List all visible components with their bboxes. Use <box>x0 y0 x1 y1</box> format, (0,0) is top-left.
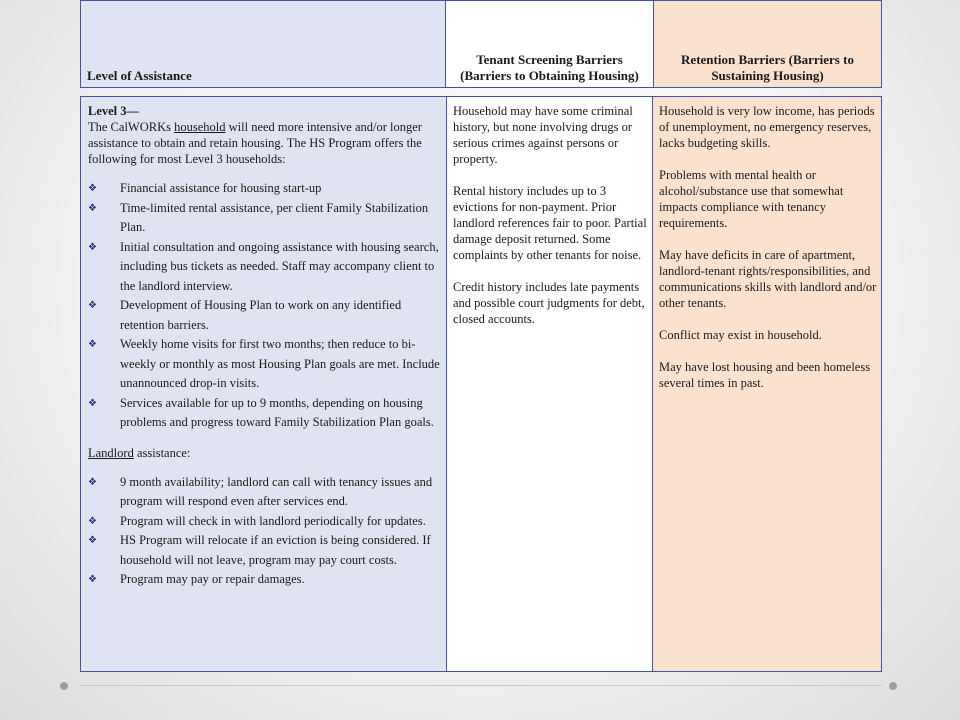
retention-paragraph: May have lost housing and been homeless several times in past. <box>659 360 871 390</box>
header-cell-screening <box>446 1 654 87</box>
landlord-underlined-word: Landlord <box>88 445 134 460</box>
list-item-text: Program will check in with landlord periodically for updates. <box>120 513 426 528</box>
header-retention-label: Retention Barriers (Barriers to Sustaining Housing) <box>681 52 854 83</box>
list-item <box>88 335 442 394</box>
retention-paragraph: May have deficits in care of apartment, landlord-tenant rights/responsibilities, and communications skills with landlord and/or other tenants. <box>659 248 877 310</box>
list-item-text: Time-limited rental assistance, per client Family Stabilization Plan. <box>120 200 429 234</box>
diamond-bullet-icon: ❖ <box>88 574 97 585</box>
list-item-text: 9 month availability; landlord can call with tenancy issues and program will respond even after services end. <box>120 474 433 508</box>
list-item-text: Initial consultation and ongoing assistance with housing search, including bus tickets as needed. Staff may accompany client to the landlord interview. <box>120 239 439 293</box>
list-item <box>88 531 442 570</box>
intro-text-post: will need more intensive and/or longer assistance to obtain and retain housing. The HS Program offers the following for most Level 3 households: <box>88 120 422 166</box>
diamond-bullet-icon: ❖ <box>88 202 97 214</box>
screening-barriers-cell <box>447 97 653 671</box>
screening-paragraph: Credit history includes late payments and possible court judgments for debt, closed accounts. <box>453 280 645 326</box>
diamond-bullet-icon: ❖ <box>88 339 97 350</box>
level-title: Level 3— <box>88 104 140 118</box>
landlord-heading-rest: assistance: <box>133 445 191 460</box>
list-item-text: Weekly home visits for first two months; then reduce to bi-weekly or monthly as most Housing Plan goals are met. Include unannounced drop-in visits. <box>120 337 440 390</box>
list-item <box>88 199 442 238</box>
header-cell-retention <box>654 1 881 87</box>
screening-paragraph: Household may have some criminal history, but none involving drugs or serious crimes against persons or property. <box>453 104 633 166</box>
list-item <box>88 296 442 335</box>
screening-paragraph: Rental history includes up to 3 evictions for non-payment. Prior landlord references fair to poor. Partial damage deposit returned. Some complaints by other tenants for noise. <box>453 184 647 262</box>
left-dot-icon <box>60 682 68 690</box>
header-table <box>80 0 882 88</box>
right-dot-icon <box>889 682 897 690</box>
diamond-bullet-icon: ❖ <box>88 515 97 527</box>
level-intro <box>88 119 442 167</box>
list-item <box>88 394 442 433</box>
header-level-label: Level of Assistance <box>87 68 192 83</box>
services-list <box>88 179 442 433</box>
retention-paragraph: Conflict may exist in household. <box>659 328 822 342</box>
header-screening-label: Tenant Screening Barriers (Barriers to Obtaining Housing) <box>460 52 639 83</box>
intro-text-pre: The CalWORKs <box>88 120 175 134</box>
intro-underlined-word: household <box>174 120 226 134</box>
diamond-bullet-icon: ❖ <box>88 241 97 253</box>
diamond-bullet-icon: ❖ <box>88 535 97 546</box>
list-item-text: HS Program will relocate if an eviction is being considered. If household will not leave, program may pay court costs. <box>120 533 431 567</box>
retention-paragraph: Problems with mental health or alcohol/substance use that somewhat impacts compliance with tenancy requirements. <box>659 168 844 230</box>
landlord-list <box>88 473 442 590</box>
list-item-text: Development of Housing Plan to work on any identified retention barriers. <box>120 298 402 332</box>
landlord-heading <box>88 445 442 461</box>
level-assistance-cell <box>81 97 447 671</box>
retention-barriers-cell <box>653 97 881 671</box>
list-item-text: Financial assistance for housing start-up <box>120 181 322 195</box>
diamond-bullet-icon: ❖ <box>88 397 97 409</box>
list-item-text: Program may pay or repair damages. <box>120 572 305 586</box>
list-item <box>88 238 442 297</box>
list-item <box>88 512 442 532</box>
footer-divider <box>80 685 882 686</box>
diamond-bullet-icon: ❖ <box>88 476 97 488</box>
list-item <box>88 473 442 512</box>
list-item <box>88 570 442 590</box>
diamond-bullet-icon: ❖ <box>88 300 97 311</box>
header-cell-level <box>81 1 446 87</box>
diamond-bullet-icon: ❖ <box>88 183 97 194</box>
body-table <box>80 96 882 672</box>
retention-paragraph: Household is very low income, has periods of unemployment, no emergency reserves, lacks budgeting skills. <box>659 104 875 150</box>
list-item-text: Services available for up to 9 months, depending on housing problems and progress toward Family Stabilization Plan goals. <box>120 395 434 429</box>
list-item <box>88 179 442 199</box>
